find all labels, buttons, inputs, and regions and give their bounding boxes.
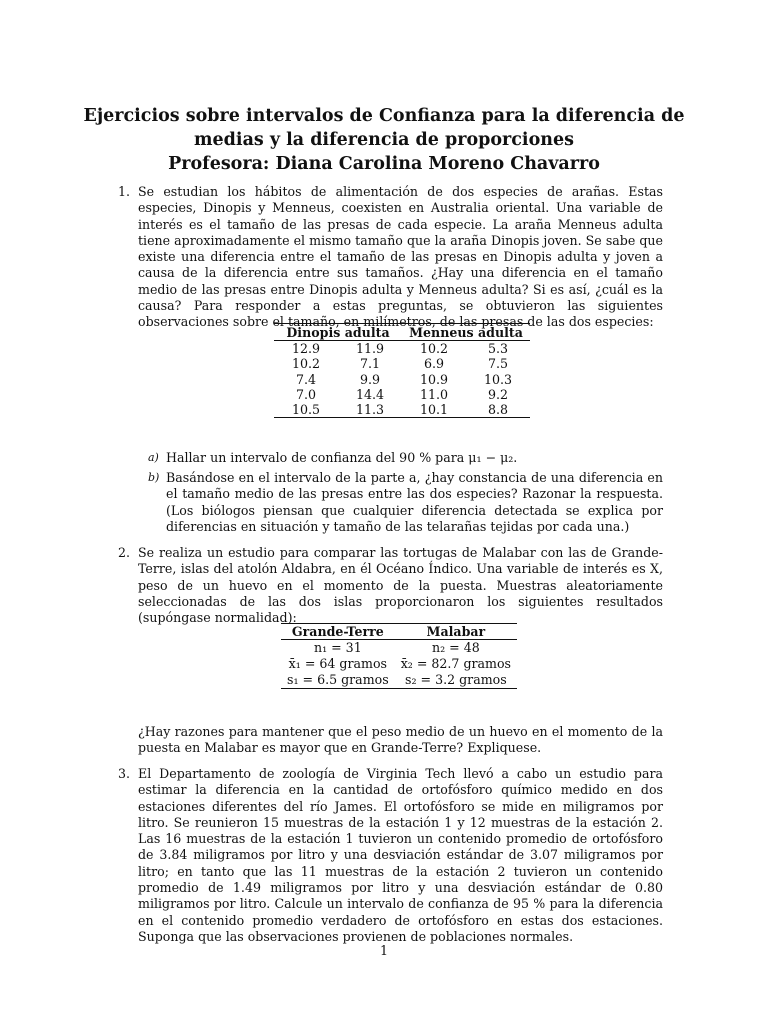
table-header: Grande-Terre xyxy=(291,624,384,639)
table-row xyxy=(281,640,517,657)
page-number: 1 xyxy=(379,943,388,958)
table-cell: s₁ = 6.5 gramos xyxy=(287,672,389,688)
table-cell: 10.2 xyxy=(291,356,321,372)
table-cell: 10.9 xyxy=(419,371,449,387)
table-cell: s₂ = 3.2 gramos xyxy=(405,672,507,688)
exercise-1-text: Se estudian los hábitos de alimentación de dos especies de arañas. Estas especies, Dinopis y Menneus, coexisten en Australia oriental. Una variable de interés es el tamaño de las presas de cada especie. La araña Menneus adulta tiene aproximadamente el mismo tamaño que la araña Dinopis joven. Se sabe que existe una diferencia entre el tamaño de las presas en Dinopis adulta y joven a causa de la diferencia entre sus tamaños. ¿Hay una diferencia en el tamaño medio de las presas entre Dinopis adulta y Menneus adulta? Si es así, ¿cuál es la causa? Para responder a estas preguntas, se obtuvieron las siguientes observaciones sobre el tamaño, en milímetros, de las presas de las dos especies: xyxy=(138,184,663,330)
table-row xyxy=(274,356,530,371)
tortoise-egg-table xyxy=(281,623,517,689)
table-cell: 7.0 xyxy=(295,386,317,402)
table-cell: n₁ = 31 xyxy=(313,640,362,656)
table-cell: 11.0 xyxy=(419,386,449,402)
exercise-2-text: Se realiza un estudio para comparar las tortugas de Malabar con las de Grande-Terre, islas del atolón Aldabra, en él Océano Índico. Una variable de interés es X, peso de un huevo en el momento de la puesta. Muestras aleatoriamente seleccionadas de las dos islas proporcionaron los siguientes resultados (supóngase normalidad): xyxy=(138,545,663,626)
table-cell: 7.5 xyxy=(487,356,509,372)
table-header: Malabar xyxy=(426,624,486,639)
table-cell: 11.3 xyxy=(355,402,385,418)
part-a-label: a) xyxy=(148,451,159,464)
exercise-2-question: ¿Hay razones para mantener que el peso medio de un huevo en el momento de la puesta en Malabar es mayor que en Grande-Terre? Expliquese. xyxy=(138,724,663,756)
exercise-2-number: 2. xyxy=(118,545,131,560)
table-cell: 11.9 xyxy=(355,341,385,357)
table-header: Dinopis adulta xyxy=(286,325,390,340)
table-cell: 9.9 xyxy=(359,371,381,387)
title-line-3: Profesora: Diana Carolina Moreno Chavarro xyxy=(168,154,600,174)
table-cell: 6.9 xyxy=(423,356,445,372)
table-cell: 10.2 xyxy=(419,341,449,357)
table-row xyxy=(274,372,530,387)
table-cell: 10.5 xyxy=(291,402,321,418)
table-header: Menneus adulta xyxy=(409,325,523,340)
table-cell: 8.8 xyxy=(487,402,509,418)
document-title xyxy=(80,104,688,176)
table-cell: 7.4 xyxy=(295,371,317,387)
table-cell: x̄₂ = 82.7 gramos xyxy=(400,656,512,672)
part-b-label: b) xyxy=(148,471,160,484)
table-cell: 7.1 xyxy=(359,356,381,372)
table-cell: 5.3 xyxy=(487,341,509,357)
part-a-text: Hallar un intervalo de confianza del 90 % para μ₁ − μ₂. xyxy=(166,450,518,465)
table-cell: 14.4 xyxy=(355,386,385,402)
title-line-1: Ejercicios sobre intervalos de Confianza para la diferencia de xyxy=(83,106,685,126)
table-cell: 12.9 xyxy=(291,341,321,357)
dinopis-menneus-table xyxy=(274,323,530,418)
table-row xyxy=(274,402,530,418)
exercise-3-text: El Departamento de zoología de Virginia Tech llevó a cabo un estudio para estimar la diferencia en la cantidad de ortofósforo químico medido en dos estaciones diferentes del río James. El ortofósforo se mide en miligramos por litro. Se reunieron 15 muestras de la estación 1 y 12 muestras de la estación 2. Las 16 muestras de la estación 1 tuvieron un contenido promedio de ortofósforo de 3.84 miligramos por litro y una desviación estándar de 3.07 miligramos por litro; en tanto que las 11 muestras de la estación 2 tuvieron un contenido promedio de 1.49 miligramos por litro y una desviación estándar de 0.80 miligramos por litro. Calcule un intervalo de confianza de 95 % para la diferencia en el contenido promedio verdadero de ortofósforo en estas dos estaciones. Suponga que las observaciones provienen de poblaciones normales. xyxy=(138,766,663,944)
title-line-2: medias y la diferencia de proporciones xyxy=(194,130,574,150)
table-row xyxy=(274,387,530,402)
exercise-1-number: 1. xyxy=(118,184,131,199)
exercise-3-number: 3. xyxy=(118,766,131,781)
table-cell: n₂ = 48 xyxy=(431,640,480,656)
table-cell: x̄₁ = 64 gramos xyxy=(288,656,387,672)
table-row xyxy=(281,656,517,672)
table-cell: 10.3 xyxy=(483,371,513,387)
table-cell: 10.1 xyxy=(419,402,449,418)
table-row xyxy=(281,672,517,689)
part-b-text: Basándose en el intervalo de la parte a, ¿hay constancia de una diferencia en el tamaño medio de las presas entre las dos especies? Razonar la respuesta. (Los biólogos piensan que cualquier diferencia detectada se explica por diferencias en situación y tamaño de las telarañas tejidas por cada una.) xyxy=(166,470,663,534)
table-cell: 9.2 xyxy=(487,386,509,402)
table-row xyxy=(274,341,530,357)
